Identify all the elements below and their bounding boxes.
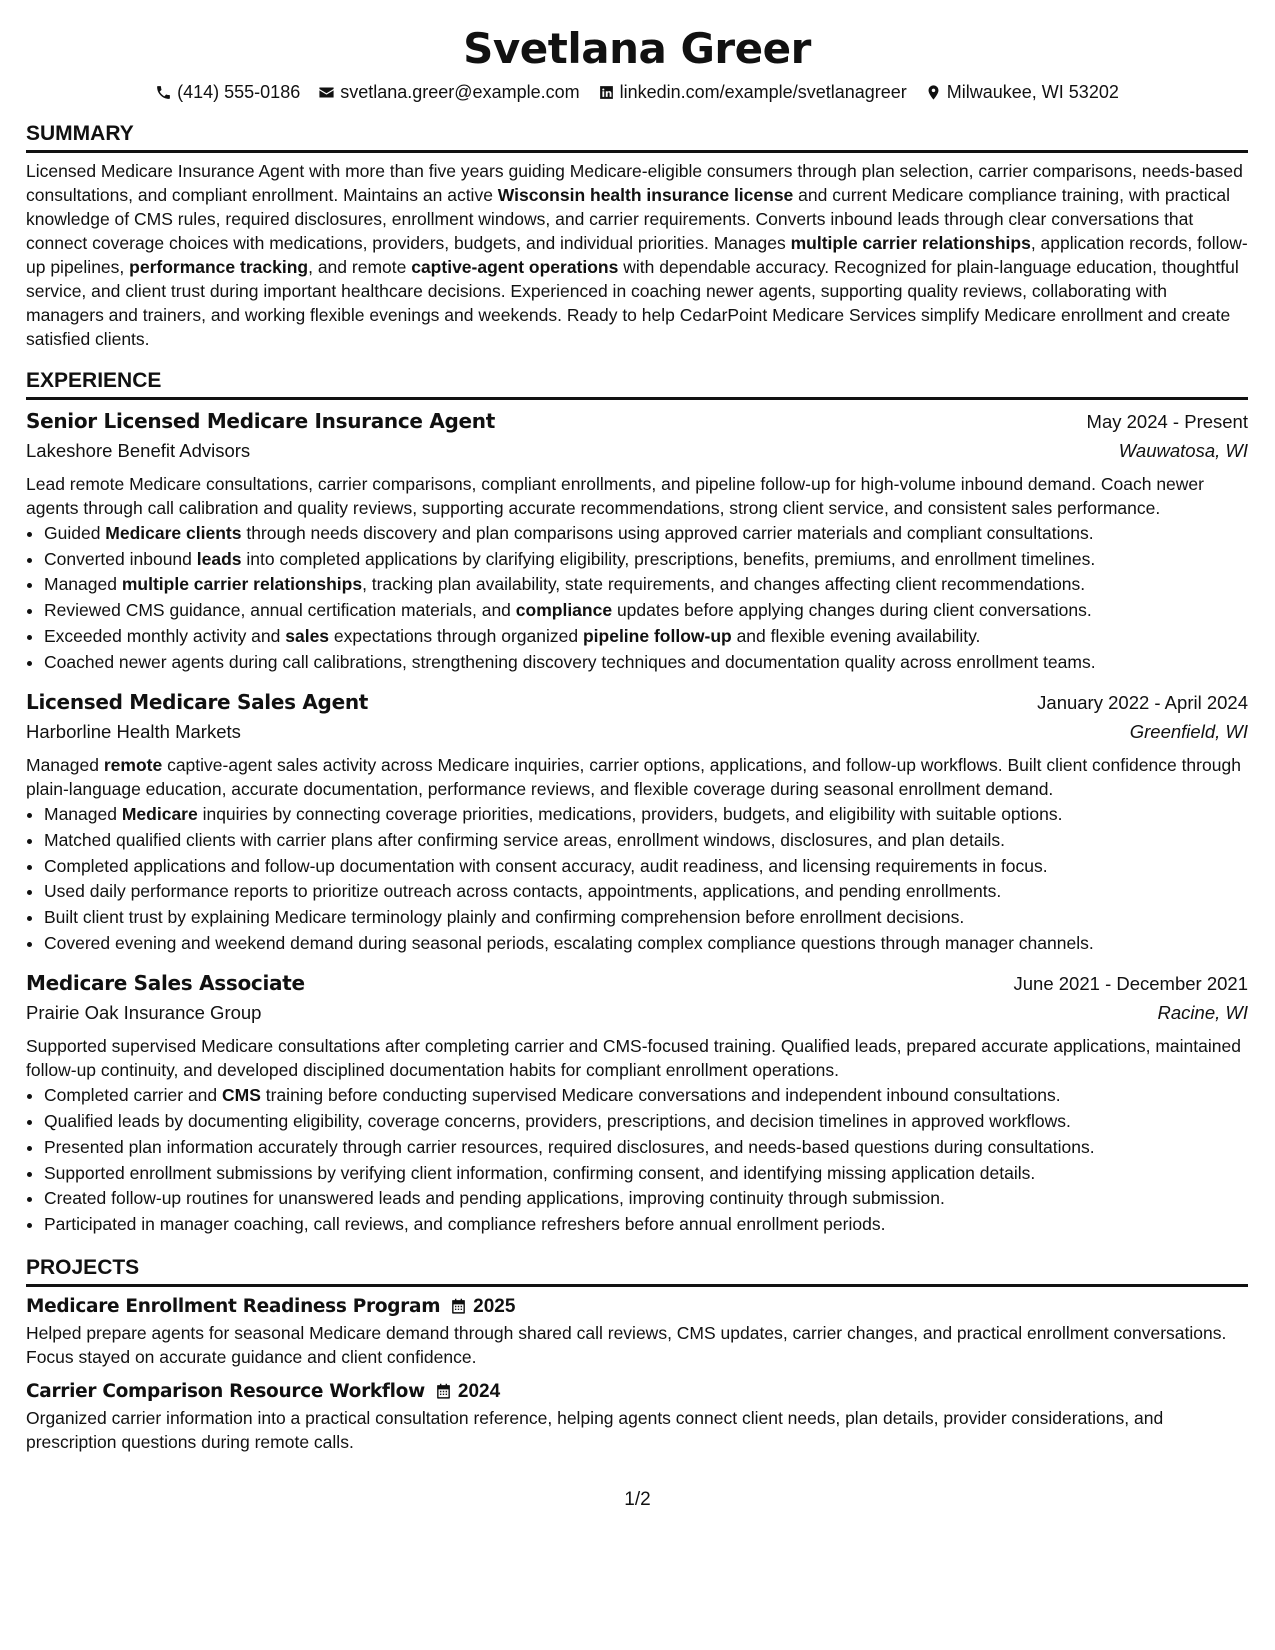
contact-phone [155,80,300,104]
job-entry [26,687,1248,956]
bullet-item: • Supported enrollment submissions by verifying client information, confirming consent, and identifying missing application details. [44,1161,1248,1187]
projects-heading: PROJECTS [26,1254,1248,1287]
project-date [450,1295,515,1319]
job-company: Harborline Health Markets [26,721,241,743]
bullet-item: • Used daily performance reports to prioritize outreach across contacts, appointments, applications, and pending enrollments. [44,879,1248,905]
bullet-item: • Participated in manager coaching, call reviews, and compliance refreshers before annual enrollment periods. [44,1212,1248,1238]
job-bullets [26,802,1248,956]
bullet-item: • Coached newer agents during call calibrations, strengthening discovery techniques and documentation quality across enrollment teams. [44,650,1248,676]
bullet-item: • Covered evening and weekend demand during seasonal periods, escalating complex compliance questions through manager channels. [44,931,1248,957]
contact-linkedin[interactable] [598,80,907,104]
bullet-item: • Matched qualified clients with carrier plans after confirming service areas, enrollment windows, disclosures, and plan details. [44,828,1248,854]
project-description: Organized carrier information into a practical consultation reference, helping agents connect client needs, plan details, provider considerations, and prescription questions during remote calls. [26,1407,1164,1452]
bullet-item: • Created follow-up routines for unanswered leads and pending applications, improving continuity through submission. [44,1186,1248,1212]
phone-text: (414) 555-0186 [177,82,301,102]
job-title: Medicare Sales Associate [26,971,305,996]
job-dates: June 2021 - December 2021 [1013,973,1248,995]
page-number: 1/2 [624,1489,651,1510]
project-entry [26,1293,1248,1369]
bullet-item: • Built client trust by explaining Medicare terminology plainly and confirming comprehension before enrollment decisions. [44,905,1248,931]
candidate-name: Svetlana Greer [463,24,811,73]
calendar-icon [435,1383,452,1400]
job-company: Lakeshore Benefit Advisors [26,440,251,461]
project-description: Helped prepare agents for seasonal Medicare demand through shared call reviews, CMS updates, carrier changes, and practical enrollment conversations. Focus stayed on accurate guidance and client confidence. [26,1322,1227,1367]
phone-icon [155,84,172,101]
job-description: Lead remote Medicare consultations, carrier comparisons, compliant enrollments, and pipeline follow-up for high-volume inbound demand. Coach newer agents through call calibration and quality reviews, supporting accurate recommendations, strong client service, and consistent sales performance. [26,474,1204,518]
contact-email[interactable] [318,80,579,104]
job-dates: January 2022 - April 2024 [1037,692,1248,714]
bullet-item: • Qualified leads by documenting eligibility, coverage concerns, providers, prescriptions, and decision timelines in approved workflows. [44,1109,1248,1135]
bullet-item: • Reviewed CMS guidance, annual certification materials, and compliance updates before applying changes during client conversations. [44,598,1248,624]
location-text: Milwaukee, WI 53202 [946,82,1119,102]
project-title: Carrier Comparison Resource Workflow [26,1380,425,1402]
job-entry [26,406,1248,675]
envelope-icon [318,84,335,101]
bullet-item: • Managed Medicare inquiries by connecting coverage priorities, medications, providers, budgets, and eligibility with suitable options. [44,802,1248,828]
job-entry [26,968,1248,1237]
experience-section [26,367,1248,1238]
bullet-item: • Completed carrier and CMS training before conducting supervised Medicare conversations and independent inbound consultations. [44,1083,1248,1109]
job-title: Licensed Medicare Sales Agent [26,690,369,715]
linkedin-link[interactable]: linkedin.com/example/svetlanagreer [619,82,907,102]
linkedin-icon [598,84,615,101]
projects-section [26,1254,1248,1454]
contact-location [925,80,1119,104]
summary-section [26,120,1248,351]
map-pin-icon [925,84,942,101]
project-title: Medicare Enrollment Readiness Program [26,1295,441,1317]
job-description: Supported supervised Medicare consultations after completing carrier and CMS-focused training. Qualified leads, prepared accurate applications, maintained follow-up continuity, and developed disciplined documentation habits for compliant enrollment operations. [26,1036,1241,1081]
experience-heading: EXPERIENCE [26,367,1248,400]
project-year: 2025 [473,1295,516,1317]
project-date [435,1380,500,1404]
project-year: 2024 [457,1380,501,1402]
bullet-item: • Exceeded monthly activity and sales expectations through organized pipeline follow-up and flexible evening availability. [44,624,1248,650]
bullet-item: • Guided Medicare clients through needs discovery and plan comparisons using approved carrier materials and compliant consultations. [44,521,1248,547]
summary-text: Licensed Medicare Insurance Agent with more than five years guiding Medicare-eligible consumers through plan selection, carrier comparisons, needs-based consultations, and compliant enrollment. Maintains an active Wisconsin health insurance license and current Medicare compliance training, with practical knowledge of CMS rules, required disclosures, enrollment windows, and carrier requirements. Converts inbound leads through clear conversations that connect coverage choices with medications, providers, budgets, and individual priorities. Manages multiple carrier relationships, application records, follow-up pipelines, performance tracking, and remote captive-agent operations with dependable accuracy. Recognized for plain-language education, thoughtful service, and client trust during important healthcare decisions. Experienced in coaching newer agents, supporting quality reviews, collaborating with managers and trainers, and working flexible evenings and weekends. Ready to help CedarPoint Medicare Services simplify Medicare enrollment and create satisfied clients. [26,161,1248,349]
job-bullets [26,1083,1248,1237]
contact-bar [26,80,1248,104]
bullet-item: • Completed applications and follow-up documentation with consent accuracy, audit readiness, and licensing requirements in focus. [44,854,1248,880]
job-location: Wauwatosa, WI [1118,440,1248,461]
job-bullets [26,521,1248,675]
job-title: Senior Licensed Medicare Insurance Agent [26,409,495,433]
summary-heading: SUMMARY [26,120,1248,153]
bullet-item: • Managed multiple carrier relationships, tracking plan availability, state requirements, and changes affecting client recommendations. [44,572,1248,598]
calendar-icon [450,1298,467,1315]
resume-page [26,18,1248,1454]
bullet-item: • Converted inbound leads into completed applications by clarifying eligibility, prescriptions, benefits, premiums, and enrollment timelines. [44,547,1248,573]
job-company: Prairie Oak Insurance Group [26,1002,262,1024]
job-location: Racine, WI [1157,1002,1248,1024]
email-link[interactable]: svetlana.greer@example.com [340,82,580,102]
job-dates: May 2024 - Present [1086,411,1248,432]
bullet-item: • Presented plan information accurately through carrier resources, required disclosures, and needs-based questions during consultations. [44,1135,1248,1161]
project-entry [26,1378,1248,1454]
job-location: Greenfield, WI [1129,721,1248,743]
job-description: Managed remote captive-agent sales activity across Medicare inquiries, carrier options, applications, and follow-up workflows. Built client confidence through plain-language education, accurate documentation, performance reviews, and flexible coverage during seasonal enrollment demand. [26,755,1241,800]
